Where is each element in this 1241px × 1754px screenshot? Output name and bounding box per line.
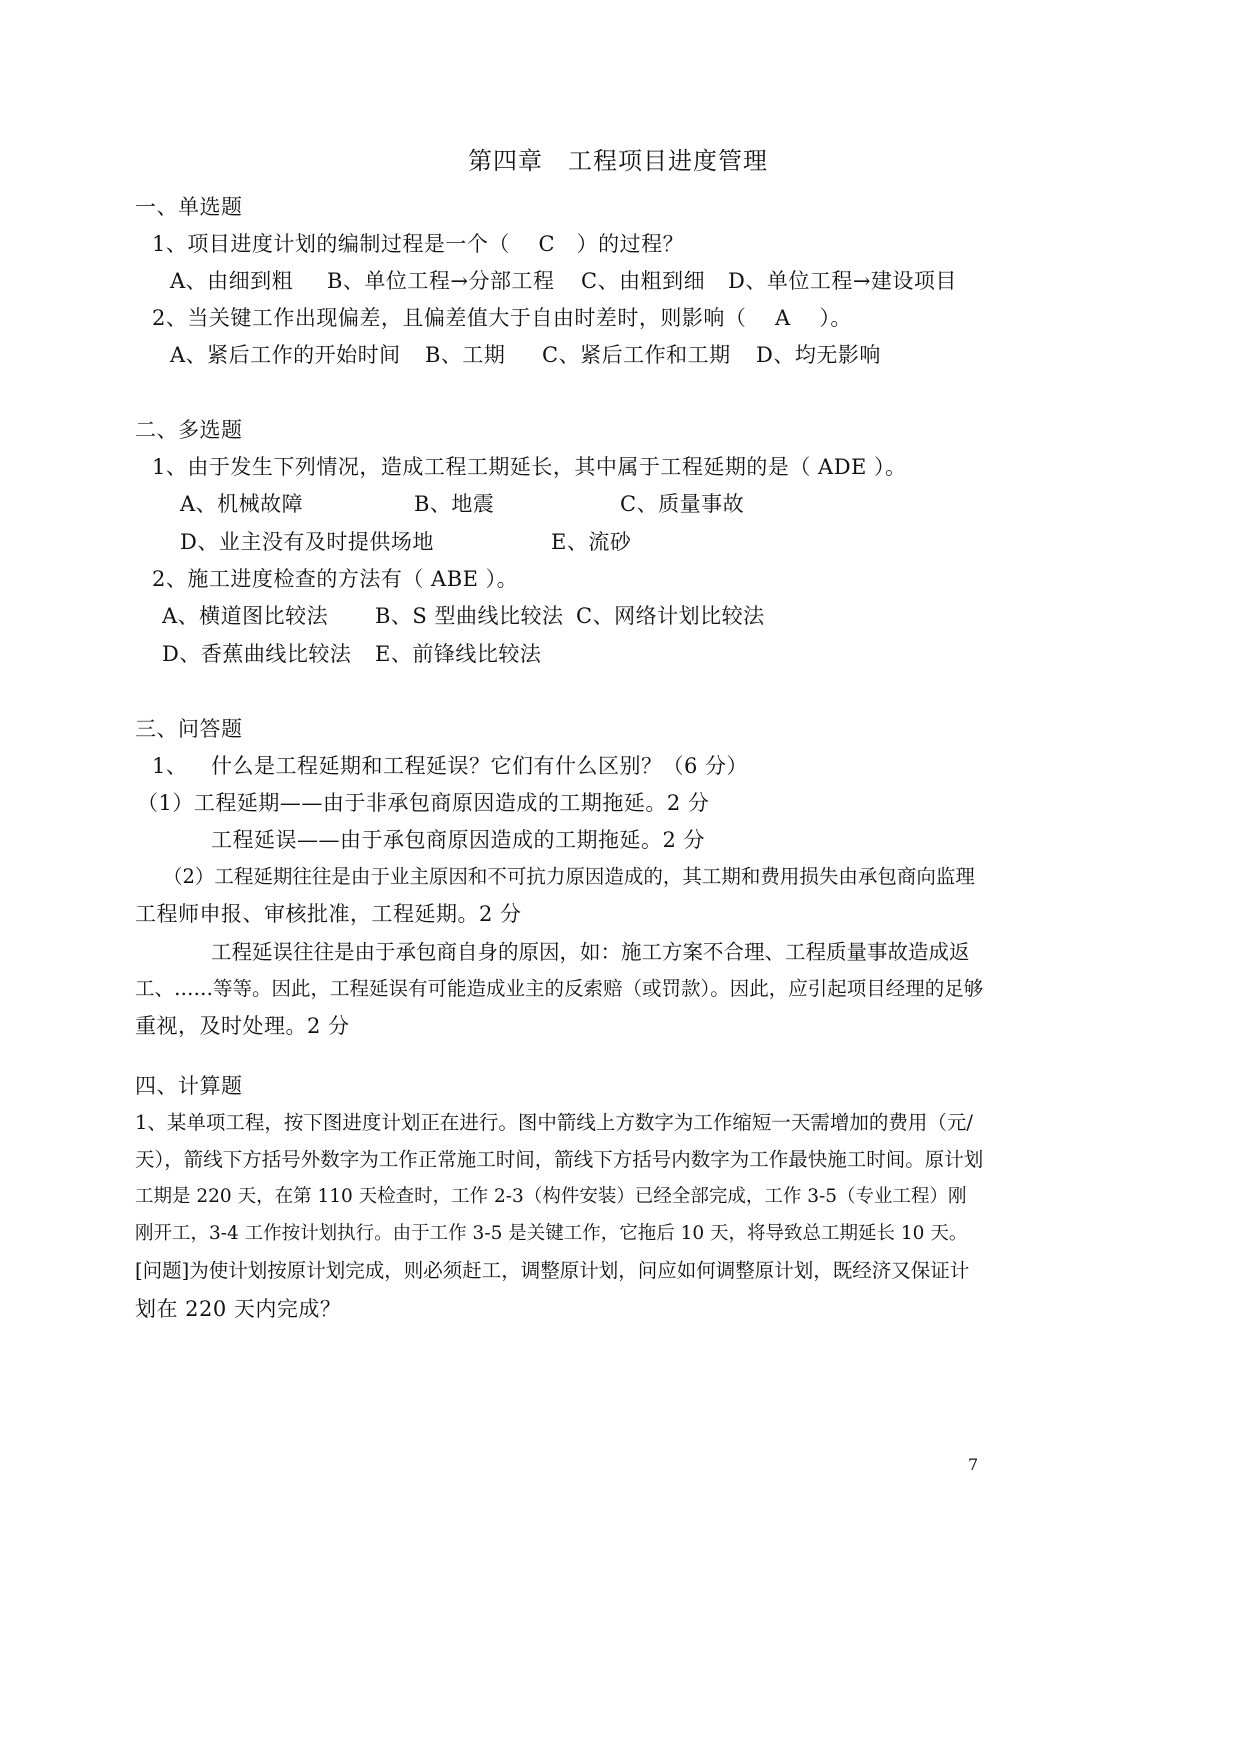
option-d: D、业主没有及时提供场地 bbox=[180, 530, 434, 554]
option-d: D、香蕉曲线比较法 bbox=[162, 642, 352, 666]
problem-line: 1、某单项工程，按下图进度计划正在进行。图中箭线上方数字为工作缩短一天需增加的费用（元/ bbox=[135, 1111, 973, 1134]
option-b: B、工期 bbox=[425, 343, 506, 367]
question-text: 什么是工程延期和工程延误？它们有什么区别？（6 分） bbox=[211, 754, 749, 778]
option-c: C、紧后工作和工期 bbox=[542, 343, 731, 367]
answer-line: 工程延误——由于承包商原因造成的工期拖延。2 分 bbox=[211, 828, 706, 852]
answer-line: （1）工程延期——由于非承包商原因造成的工期拖延。2 分 bbox=[137, 791, 710, 815]
page-number: 7 bbox=[968, 1455, 979, 1474]
option-c: C、网络计划比较法 bbox=[576, 604, 765, 628]
problem-line: 工期是 220 天，在第 110 天检查时，工作 2-3（构件安装）已经全部完成，工作 3-5（专业工程）刚 bbox=[135, 1186, 967, 1207]
option-a: A、横道图比较法 bbox=[162, 604, 329, 628]
problem-line: 刚开工，3-4 工作按计划执行。由于工作 3-5 是关键工作，它拖后 10 天，将导致总工期延长 10 天。 bbox=[135, 1223, 968, 1244]
option-a: A、紧后工作的开始时间 bbox=[170, 343, 401, 367]
question-text: 1、项目进度计划的编制过程是一个（ C ）的过程？ bbox=[152, 232, 685, 256]
option-d: D、单位工程→建设项目 bbox=[728, 269, 957, 293]
problem-line: 划在 220 天内完成？ bbox=[135, 1297, 342, 1321]
answer-line: （2）工程延期往往是由于业主原因和不可抗力原因造成的，其工期和费用损失由承包商向监理 bbox=[163, 865, 975, 888]
answer-line: 重视，及时处理。2 分 bbox=[135, 1014, 350, 1038]
question-number: 1、 bbox=[152, 754, 188, 778]
answer-line: 工程延误往往是由于承包商自身的原因，如：施工方案不合理、工程质量事故造成返 bbox=[211, 940, 970, 964]
option-e: E、流砂 bbox=[551, 530, 632, 554]
option-c: C、质量事故 bbox=[620, 492, 745, 516]
option-a: A、机械故障 bbox=[180, 492, 304, 516]
page-title: 第四章 工程项目进度管理 bbox=[468, 147, 768, 175]
answer-line: 工程师申报、审核批准，工程延期。2 分 bbox=[135, 902, 522, 926]
question-text: 2、施工进度检查的方法有（ ABE ）。 bbox=[152, 567, 519, 591]
section-heading-calculation: 四、计算题 bbox=[135, 1074, 243, 1098]
option-d: D、均无影响 bbox=[756, 343, 881, 367]
option-b: B、单位工程→分部工程 bbox=[327, 269, 555, 293]
option-a: A、由细到粗 bbox=[170, 269, 294, 293]
section-heading-single-choice: 一、单选题 bbox=[135, 195, 243, 219]
question-text: 2、当关键工作出现偏差，且偏差值大于自由时差时，则影响（ A ）。 bbox=[152, 306, 852, 330]
section-heading-multiple-choice: 二、多选题 bbox=[135, 418, 243, 442]
problem-line: [问题]为使计划按原计划完成，则必须赶工，调整原计划，问应如何调整原计划，既经济又保证计 bbox=[135, 1259, 970, 1282]
option-b: B、地震 bbox=[414, 492, 495, 516]
option-b: B、S 型曲线比较法 bbox=[375, 604, 564, 628]
problem-line: 天），箭线下方括号外数字为工作正常施工时间，箭线下方括号内数字为工作最快施工时间。原计划 bbox=[135, 1148, 984, 1171]
answer-line: 工、……等等。因此，工程延误有可能造成业主的反索赔（或罚款）。因此，应引起项目经理的足够 bbox=[135, 977, 984, 1000]
option-c: C、由粗到细 bbox=[581, 269, 706, 293]
option-e: E、前锋线比较法 bbox=[375, 642, 542, 666]
section-heading-qa: 三、问答题 bbox=[135, 717, 243, 741]
question-text: 1、由于发生下列情况，造成工程工期延长，其中属于工程延期的是（ ADE ）。 bbox=[152, 455, 907, 479]
